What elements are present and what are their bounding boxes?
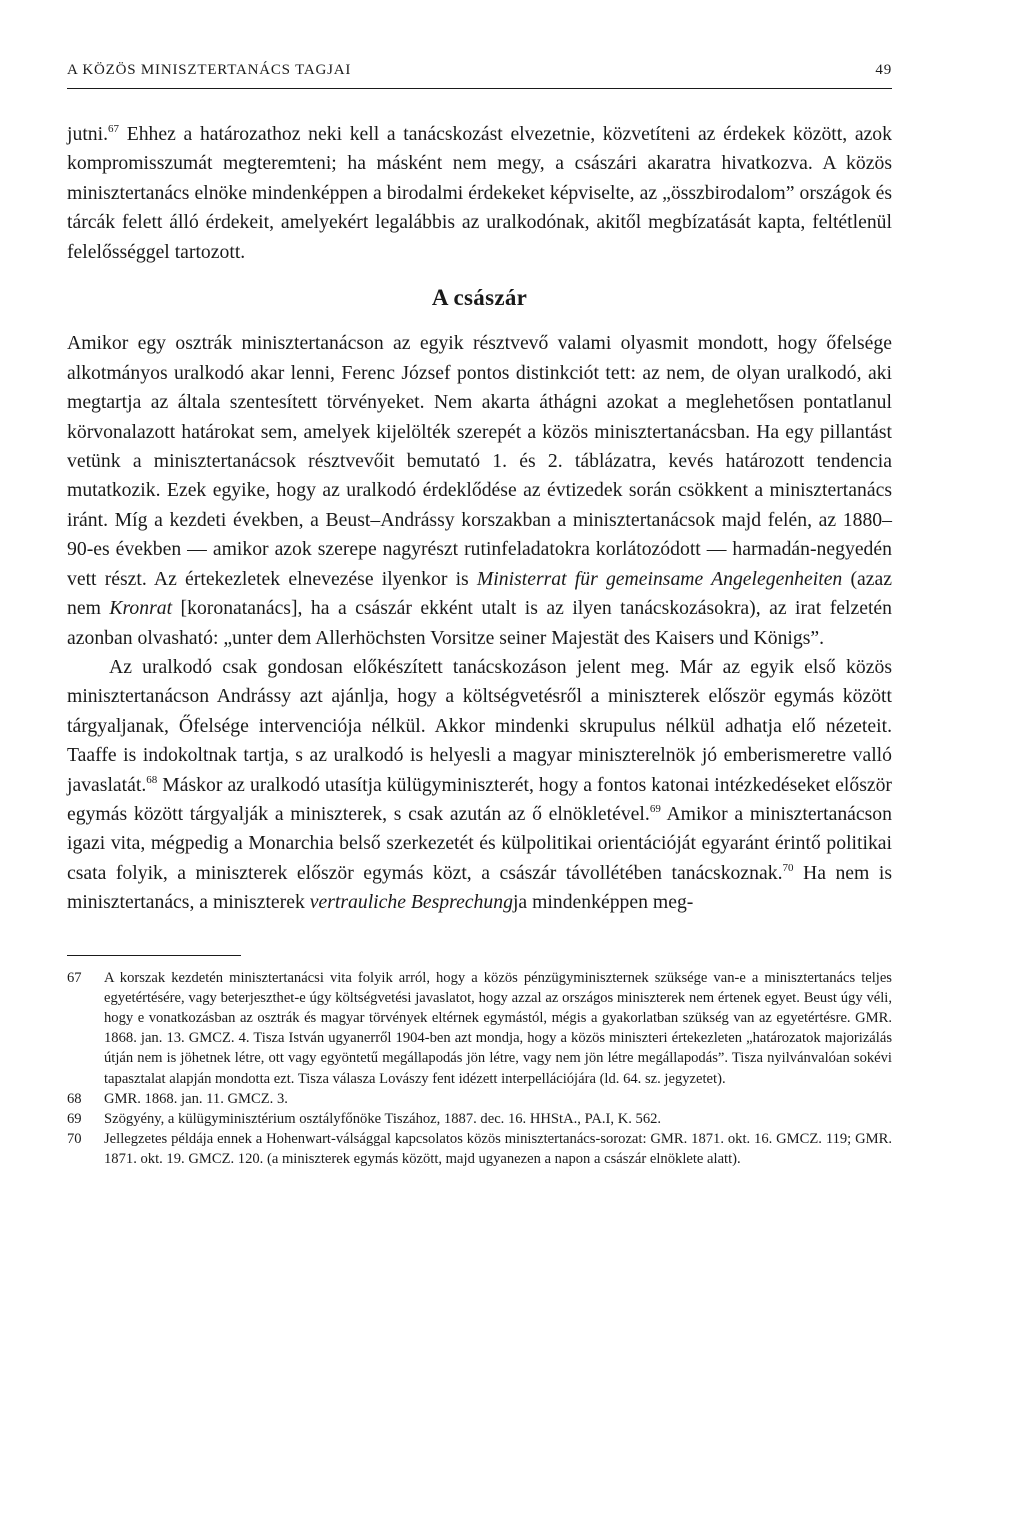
footnote-ref-70: 70 [782, 861, 794, 874]
text-run: Amikor egy osztrák minisztertanácson az egyik résztvevő valami olyasmit mondott, hogy őfelsége alkotmányos uralkodó akar lenni, Ferenc József pontos distinkciót tett: az nem, de olyan uralkodó, aki megtartja az általa szentesített törvényeket. Nem akarta áthágni azokat a meglehetősen pontatlanul körvonalazott határokat sem, amelyek kijelölték szerepét a közös minisztertanácsban. Ha egy pillantást vetünk a minisztertanácsok résztvevőit bemutató 1. és 2. táblázatra, kevés határozott tendencia mutatkozik. Ezek egyike, hogy az uralkodó érdeklődése az évtizedek során csökkent a minisztertanács iránt. Míg a kezdeti években, a Beust–Andrássy korszakban a minisztertanácsok majd felén, az 1880–90-es években — amikor azok szerepe nagyrészt rutinfeladatokra korlátozódott — harmadán-negyedén vett részt. Az értekezletek elnevezése ilyenkor is [67, 332, 892, 590]
text-run: Az uralkodó csak gondosan előkészített tanácskozáson jelent meg. Már az egyik első közös minisztertanácson Andrássy azt ajánlja, hogy a költségvetésről a miniszterek először egymás között tárgyaljanak, Őfelsége intervenciója nélkül. Akkor mindenki skrupulus nélkül adhatja elő nézeteit. Taaffe is indokoltnak tartja, s az uralkodó is helyesli a magyar miniszterelnök jó emberismeretre valló javaslatát. [67, 655, 892, 796]
footnote-number: 67 [67, 969, 82, 986]
text-run: Amikor a minisztertanácson igazi vita, mégpedig a Monarchia belső szerkezetét és külpolitikai orientációját egyaránt érintő politikai csata folyik, a miniszterek először egymás közt, a császár távollétében tanácskoznak. [67, 802, 892, 884]
paragraph-2 [67, 329, 892, 652]
text-run: ja mindenképpen meg- [512, 891, 694, 914]
paragraph-1 [67, 120, 892, 267]
footnotes [67, 968, 892, 1170]
page-number: 49 [875, 62, 892, 78]
footnote-number: 70 [67, 1131, 82, 1148]
text-run: (azaz nem [67, 567, 892, 620]
text-run: Ehhez a határozathoz neki kell a tanácskozást elvezetnie, közvetíteni az érdekek között, azok kompromisszumát megteremteni; ha másként nem megy, a császári akaratra hivatkozva. A közös minisztertanács elnöke mindenképpen a birodalmi érdekeket képviselte, az „összbirodalom” országok és tárcák felett álló érdekeit, amelyekért legalábbis az uralkodónak, akitől megbízatását kapta, feltétlenül felelősséggel tartozott. [67, 123, 892, 263]
footnote-text: Jellegzetes példája ennek a Hohenwart-válsággal kapcsolatos közös minisztertanács-sorozat: GMR. 1871. okt. 16. GMCZ. 119; GMR. 1871. okt. 19. GMCZ. 120. (a miniszterek egymás között, majd ugyanezen a napon a császár elnöklete alatt). [104, 1131, 892, 1168]
text-run: jutni. [67, 123, 109, 145]
footnote-number: 69 [67, 1110, 82, 1127]
footnote-68 [67, 1089, 892, 1109]
footnote-ref-67: 67 [108, 123, 120, 135]
running-title: A KÖZÖS MINISZTERTANÁCS TAGJAI [67, 62, 352, 78]
italic-term: Ministerrat für gemeinsame Angelegenheiten [476, 567, 843, 590]
footnote-number: 68 [67, 1090, 82, 1107]
book-page [67, 62, 892, 1170]
italic-term: Kronrat [109, 597, 173, 620]
footnote-divider [67, 955, 241, 956]
paragraph-3 [67, 653, 892, 918]
main-text [67, 120, 892, 918]
running-header [67, 62, 892, 89]
footnote-70 [67, 1129, 892, 1169]
italic-term: vertrauliche Besprechung [309, 891, 513, 914]
text-run: [koronatanács], ha a császár ekként utalt is az ilyen tanácskozásokra), az irat felzetén azonban olvasható: „unter dem Allerhöchsten Vorsitze seiner Majestät des Kaisers und Königs”. [67, 597, 892, 649]
footnote-text: A korszak kezdetén minisztertanácsi vita folyik arról, hogy a közös pénzügyminiszternek szüksége van-e a minisztertanács teljes egyetértésére, vagy beterjeszthet-e úgy költségvetési javaslatot, hogy azzal az országos miniszterek nem értenek egyet. Beust úgy véli, hogy e vonatkozásban az osztrák és magyar törvények eltérnek egymástól, mégis a gyakorlatban szükség van az egyetértésre. GMR. 1868. jan. 13. GMCZ. 4. Tisza István ugyanerről 1904-ben azt mondja, hogy a közös miniszteri értekezleten „határozatok majorizálás útján nem is jöhetnek létre, ott vagy egyöntetű megállapodás jön létre, vagy nem jön létre megállapodás”. Tisza nyilvánvalóan sokévi tapasztalat alapján mondotta ezt. Tisza válasza Lovászy fent idézett interpellációjára (ld. 64. sz. jegyzetet). [104, 969, 892, 1087]
footnote-69 [67, 1109, 892, 1129]
footnote-ref-68: 68 [146, 773, 158, 786]
text-run: Máskor az uralkodó utasítja külügyminiszterét, hogy a fontos katonai intézkedéseket először egymás között tárgyalják a miniszterek, s csak azután az ő elnökletével. [67, 773, 892, 825]
text-run: Ha nem is minisztertanács, a miniszterek [67, 861, 893, 914]
footnote-text: Szögyény, a külügyminisztérium osztályfőnöke Tiszához, 1887. dec. 16. HHStA., PA.I, K. 562. [104, 1110, 662, 1127]
footnote-ref-69: 69 [649, 802, 661, 815]
footnote-text: GMR. 1868. jan. 11. GMCZ. 3. [104, 1090, 288, 1107]
footnote-67 [67, 968, 892, 1089]
section-heading: A császár [431, 285, 528, 311]
